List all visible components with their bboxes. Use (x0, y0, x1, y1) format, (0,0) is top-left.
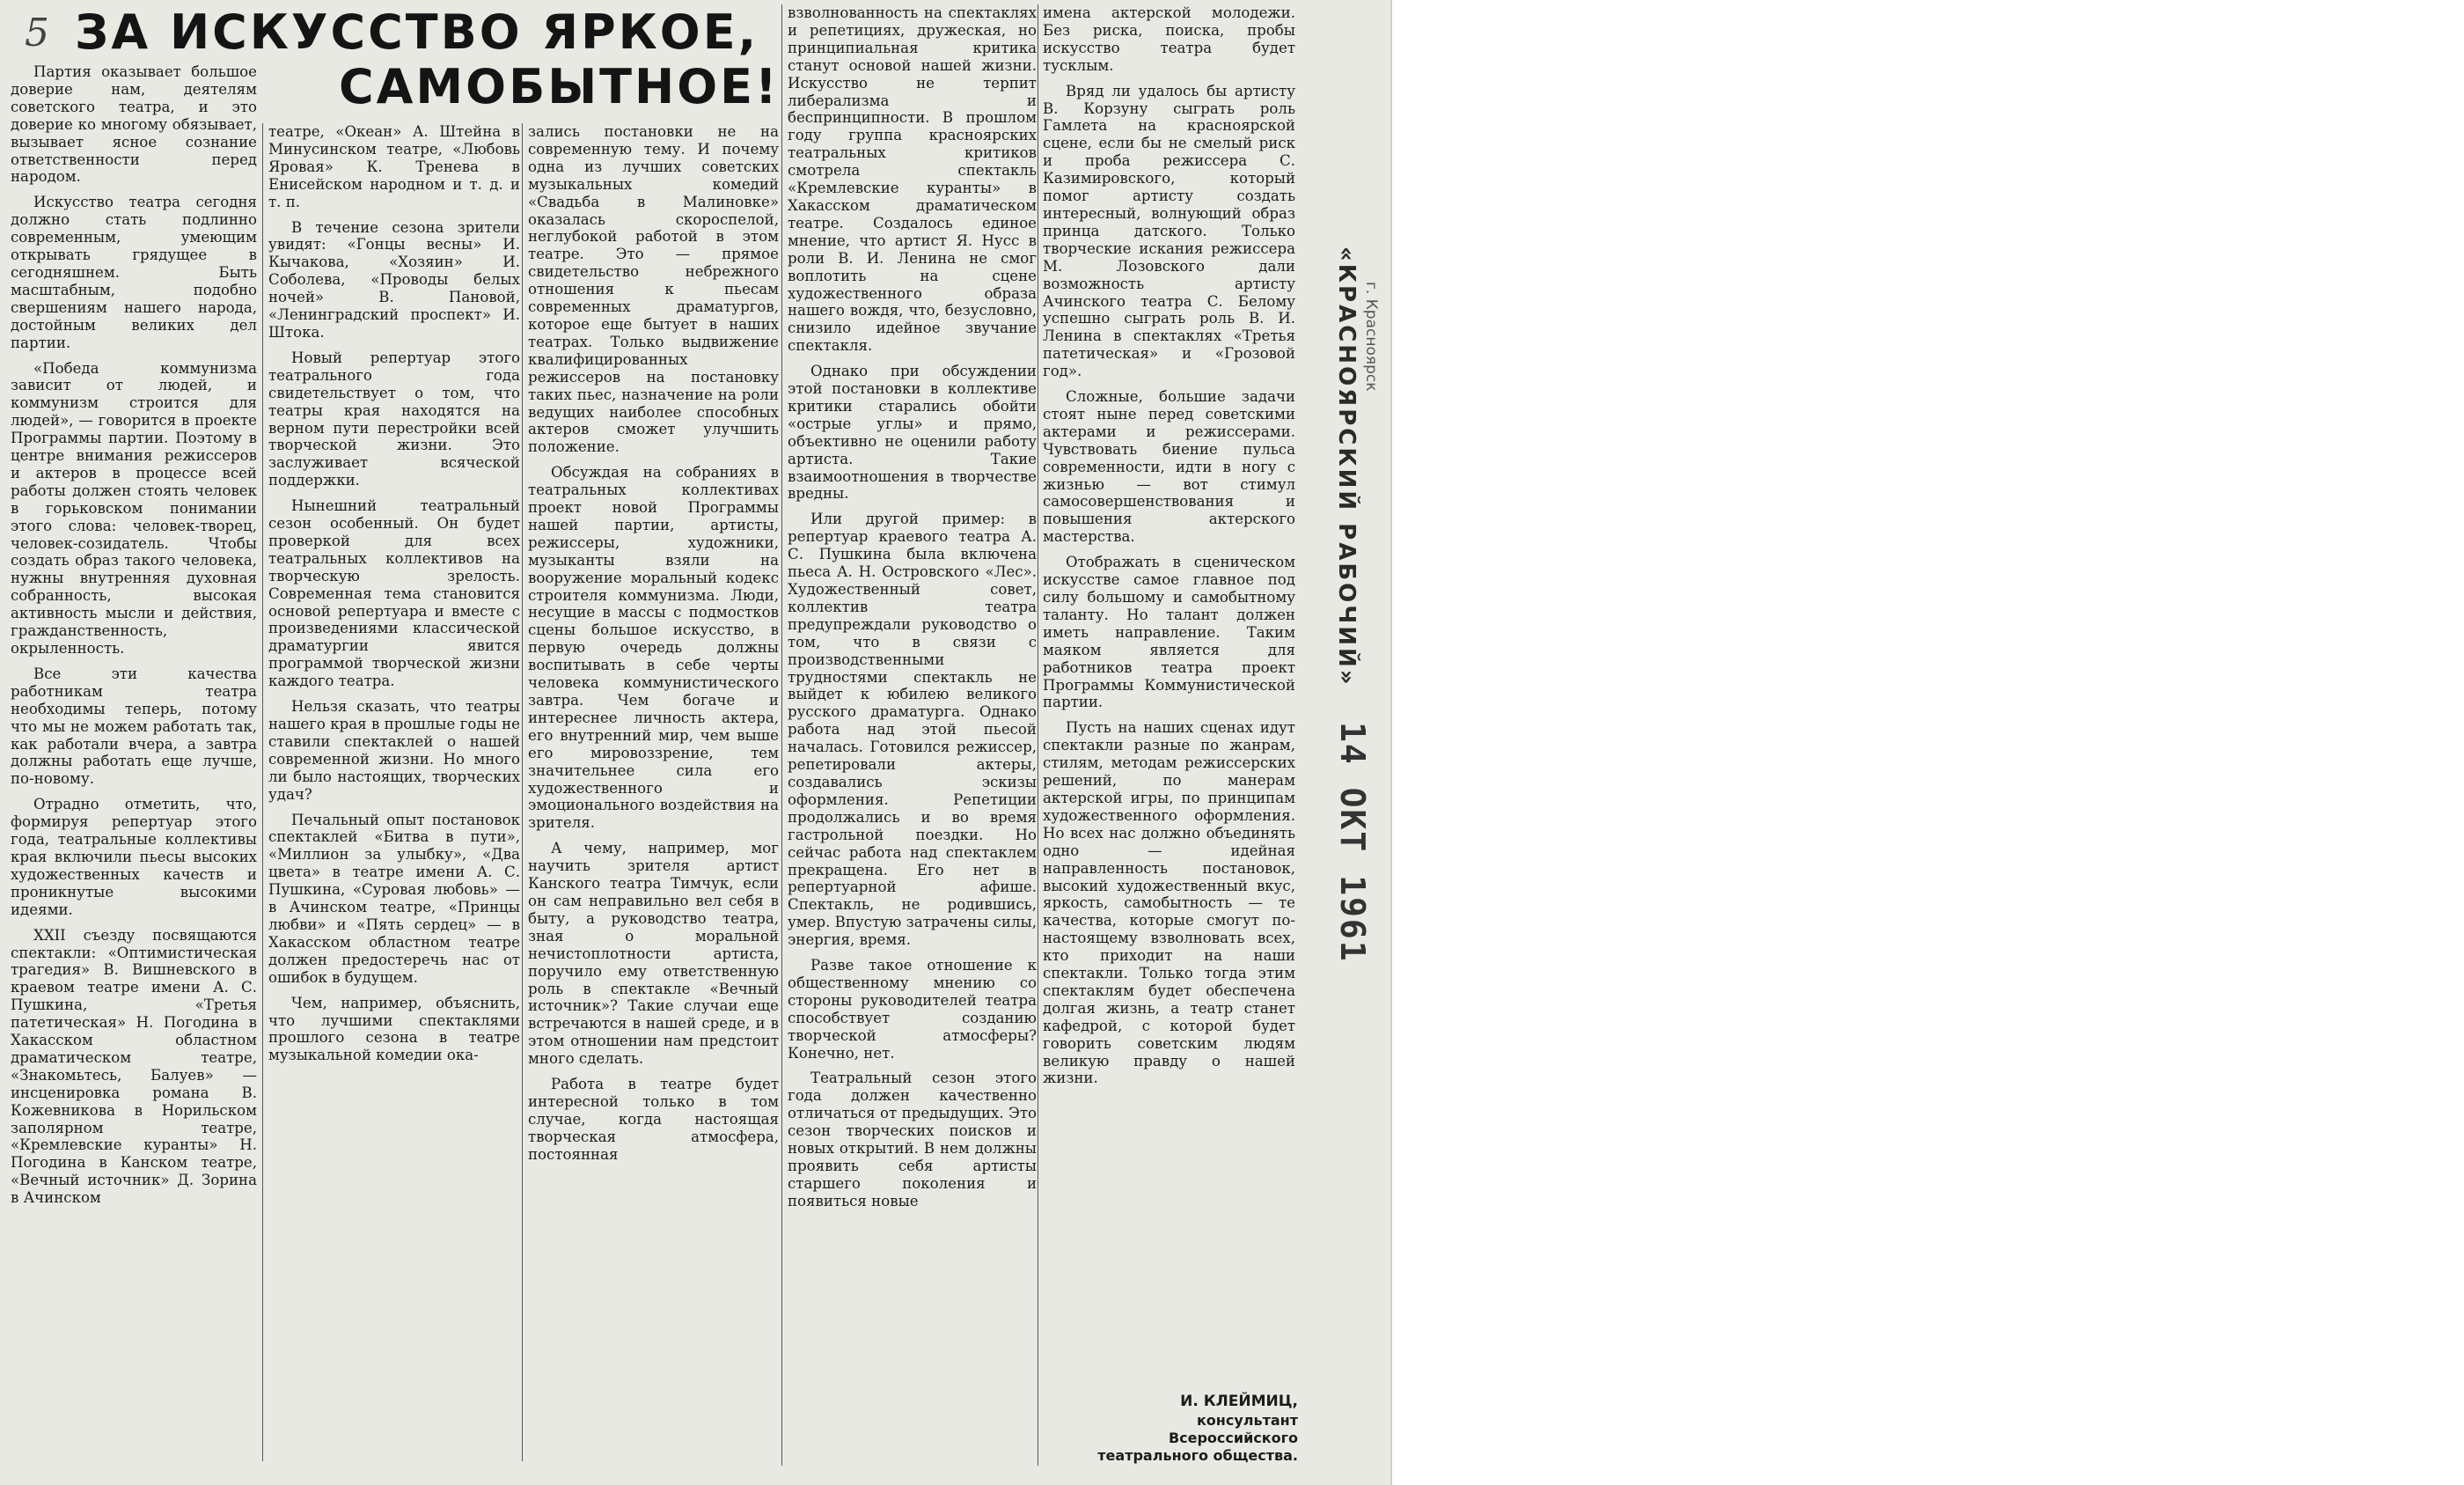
column-rule (781, 4, 782, 1466)
headline-line-2: САМОБЫТНОЕ! (339, 59, 780, 114)
article-paragraph: Нельзя сказать, что театры нашего края в прошлые годы не ставили спектаклей о нашей современной жизни. Но много ли было настоящих, творческих удач? (268, 698, 520, 803)
author-signature (1069, 1393, 1298, 1465)
article-paragraph: взволнованность на спектаклях и репетициях, дружеская, но принципиальная критика станут основой нашей жизни. Искусство не терпит либерализма и беспринципности. В прошлом году группа красноярских театральных критиков смотрела спектакль «Кремлевские куранты» в Хакасском драматическом театре. Создалось единое мнение, что артист Я. Нусс в роли В. И. Ленина не смог воплотить на сцене художественного образа нашего вождя, что, безусловно, снизило идейное звучание спектакля. (788, 4, 1037, 355)
author-name: И. КЛЕЙМИЦ, (1180, 1393, 1298, 1410)
article-paragraph: Работа в театре будет интересной только в том случае, когда настоящая творческая атмосфера, постоянная (528, 1076, 779, 1163)
article-paragraph: зались постановки не на современную тему. И почему одна из лучших советских музыкальных комедий «Свадьба в Малиновке» оказалась скороспелой, неглубокой работой в этом театре. Это — прямое свидетельство небрежного отношения к пьесам современных драматургов, которое еще бытует в наших театрах. Только выдвижение квалифицированных режиссеров на постановку таких пьес, назначение на роли ведущих наиболее способных актеров сможет улучшить положение. (528, 123, 779, 456)
article-paragraph: XXII съезду посвящаются спектакли: «Оптимистическая трагедия» В. Вишневского в краевом театре имени А. С. Пушкина, «Третья патетическая» Н. Погодина в Хакасском областном драматическом театре, «Знакомьтесь, Балуев» — инсценировка романа В. Кожевникова в Норильском заполярном театре, «Кремлевские куранты» Н. Погодина в Канском театре, «Вечный источник» Д. Зорина в Ачинском (11, 926, 257, 1207)
article-paragraph: Отображать в сценическом искусстве самое главное под силу большому и самобытному таланту. Но талант должен иметь направление. Таким маяком является для работников театра проект Программы Коммунистической партии. (1043, 554, 1295, 711)
article-paragraph: Сложные, большие задачи стоят ныне перед советскими актерами и режиссерами. Чувствовать биение пульса современности, идти в ногу с жизнью — вот стимул самосовершенствования и повышения актерского мастерства. (1043, 388, 1295, 546)
article-paragraph: Искусство театра сегодня должно стать подлинно современным, умеющим открывать грядущее в сегодняшнем. Быть масштабным, подобно свершениям нашего народа, достойным великих дел партии. (11, 194, 257, 351)
article-paragraph: Партия оказывает большое доверие нам, деятелям советского театра, и это доверие ко многому обязывает, вызывает ясное сознание ответственности перед народом. (11, 63, 257, 186)
article-paragraph: В течение сезона зрители увидят: «Гонцы весны» И. Кычакова, «Хозяин» И. Соболева, «Проводы белых ночей» В. Пановой, «Ленинградский проспект» И. Штока. (268, 218, 520, 341)
article-paragraph: Печальный опыт постановок спектаклей «Битва в пути», «Миллион за улыбку», «Два цвета» в театре имени А. С. Пушкина, «Суровая любовь» — в Ачинском театре, «Принцы любви» и «Пять сердец» — в Хакасском областном театре должен предостеречь нас от ошибок в будущем. (268, 811, 520, 986)
article-column-3 (528, 123, 779, 1470)
article-paragraph: Или другой пример: в репертуар краевого театра А. С. Пушкина была включена пьеса А. Н. Островского «Лес». Художественный совет, коллектив театра предупреждали руководство о том, что в связи с производственными трудностями спектакль не выйдет к юбилею великого русского драматурга. Однако работа над этой пьесой началась. Готовился режиссер, репетировали актеры, создавались эскизы оформления. Репетиции продолжались и во время гастрольной поездки. Но сейчас работа над спектаклем прекращена. Его нет в репертуарной афише. Спектакль, не родившись, умер. Впустую затрачены силы, энергия, время. (788, 511, 1037, 949)
article-paragraph: Вряд ли удалось бы артисту В. Корзуну сыграть роль Гамлета на красноярской сцене, если бы не смелый риск и проба режиссера С. Казимировского, который помог артисту создать интересный, волнующий образ принца датского. Только творческие искания режиссера М. Лозовского дали возможность артисту Ачинского театра С. Белому успешно сыграть роль В. И. Ленина в спектаклях «Третья патетическая» и «Грозовой год». (1043, 82, 1295, 380)
column-rule (522, 123, 523, 1461)
article-column-1 (11, 63, 257, 1476)
article-paragraph: Все эти качества работникам театра необходимы теперь, потому что мы не можем работать так, как работали вчера, а завтра должны работать еще лучше, по-новому. (11, 665, 257, 788)
article-paragraph: «Победа коммунизма зависит от людей, и коммунизм строится для людей», — говорится в проекте Программы партии. Поэтому в центре внимания режиссеров и актеров в процессе всей работы должен стоять человек в горьковском понимании этого слова: человек-творец, человек-созидатель. Чтобы создать образ такого человека, нужны внутренняя духовная собранность, высокая активность мысли и действия, гражданственность, окрыленность. (11, 359, 257, 657)
article-paragraph: А чему, например, мог научить зрителя артист Канского театра Тимчук, если он сам неправильно вел себя в быту, а руководство театра, зная о моральной нечистоплотности артиста, поручило ему ответственную роль в спектакле «Вечный источник»? Такие случаи еще встречаются в нашей среде, и в этом отношении нам предстоит много сделать. (528, 840, 779, 1068)
article-column-5 (1043, 4, 1295, 1470)
article-paragraph: Пусть на наших сценах идут спектакли разные по жанрам, стилям, методам режиссерских решений, по манерам актерской игры, по принципам художественного оформления. Но всех нас должно объединять одно — идейная направленность постановок, высокий художественный вкус, яркость, самобытность — те качества, которые смогут по-настоящему взволновать всех, кто приходит на наши спектакли. Только тогда этим спектаклям будет обеспечена долгая жизнь, а театр станет кафедрой, с которой будет говорить советским людям великую правду о нашей жизни. (1043, 719, 1295, 1087)
article-column-4 (788, 4, 1037, 1470)
article-paragraph: Разве такое отношение к общественному мнению со стороны руководителей театра способствует созданию творческой атмосферы? Конечно, нет. (788, 957, 1037, 1062)
article-paragraph: Обсуждая на собраниях в театральных коллективах проект новой Программы нашей партии, артисты, режиссеры, художники, музыканты взяли на вооружение моральный кодекс строителя коммунизма. Люди, несущие в массы с подмостков сцены большое искусство, в первую очередь должны воспитывать в себе черты человека коммунистического завтра. Чем богаче и интереснее личность актера, его внутренний мир, чем выше его мировоззрение, тем значительнее сила его художественного и эмоционального воздействия на зрителя. (528, 464, 779, 832)
handwritten-page-number: 5 (25, 11, 49, 55)
newspaper-source-stamp: «КРАСНОЯРСКИЙ РАБОЧИЙ» (1333, 246, 1360, 687)
column-rule (262, 123, 263, 1461)
article-column-2 (268, 123, 520, 1470)
headline-line-1: ЗА ИСКУССТВО ЯРКОЕ, (75, 4, 759, 60)
article-paragraph: театре, «Океан» А. Штейна в Минусинском театре, «Любовь Яровая» К. Тренева в Енисейском народном и т. д. и т. п. (268, 123, 520, 210)
article-paragraph: Новый репертуар этого театрального года свидетельствует о том, что театры края находятся на верном пути перестройки всей творческой жизни. Это заслуживает всяческой поддержки. (268, 349, 520, 489)
author-title: консультант Всероссийского театрального общества. (1097, 1412, 1298, 1464)
date-stamp: 14 ОКТ 1961 (1333, 722, 1372, 963)
article-paragraph: Однако при обсуждении этой постановки в коллективе критики старались обойти «острые углы» и прямо, объективно не оценили работу артиста. Такие взаимоотношения в творчестве вредны. (788, 363, 1037, 503)
article-paragraph: Нынешний театральный сезон особенный. Он будет проверкой для всех театральных коллективов на творческую зрелость. Современная тема становится основой репертуара и вместе с произведениями классической драматургии явится программой творческой жизни каждого театра. (268, 497, 520, 690)
article-paragraph: Театральный сезон этого года должен качественно отличаться от предыдущих. Это сезон творческих поисков и новых открытий. В нем должны проявить себя артисты старшего поколения и появиться новые (788, 1070, 1037, 1209)
newspaper-city-stamp: г. Красноярск (1362, 282, 1380, 392)
article-paragraph: Чем, например, объяснить, что лучшими спектаклями прошлого сезона в театре музыкальной комедии ока- (268, 994, 520, 1064)
article-paragraph: Отрадно отметить, что, формируя репертуар этого года, театральные коллективы края включили пьесы высоких художественных качеств и проникнутые высокими идеями. (11, 796, 257, 918)
article-paragraph: имена актерской молодежи. Без риска, поиска, пробы искусство театра будет тусклым. (1043, 4, 1295, 74)
